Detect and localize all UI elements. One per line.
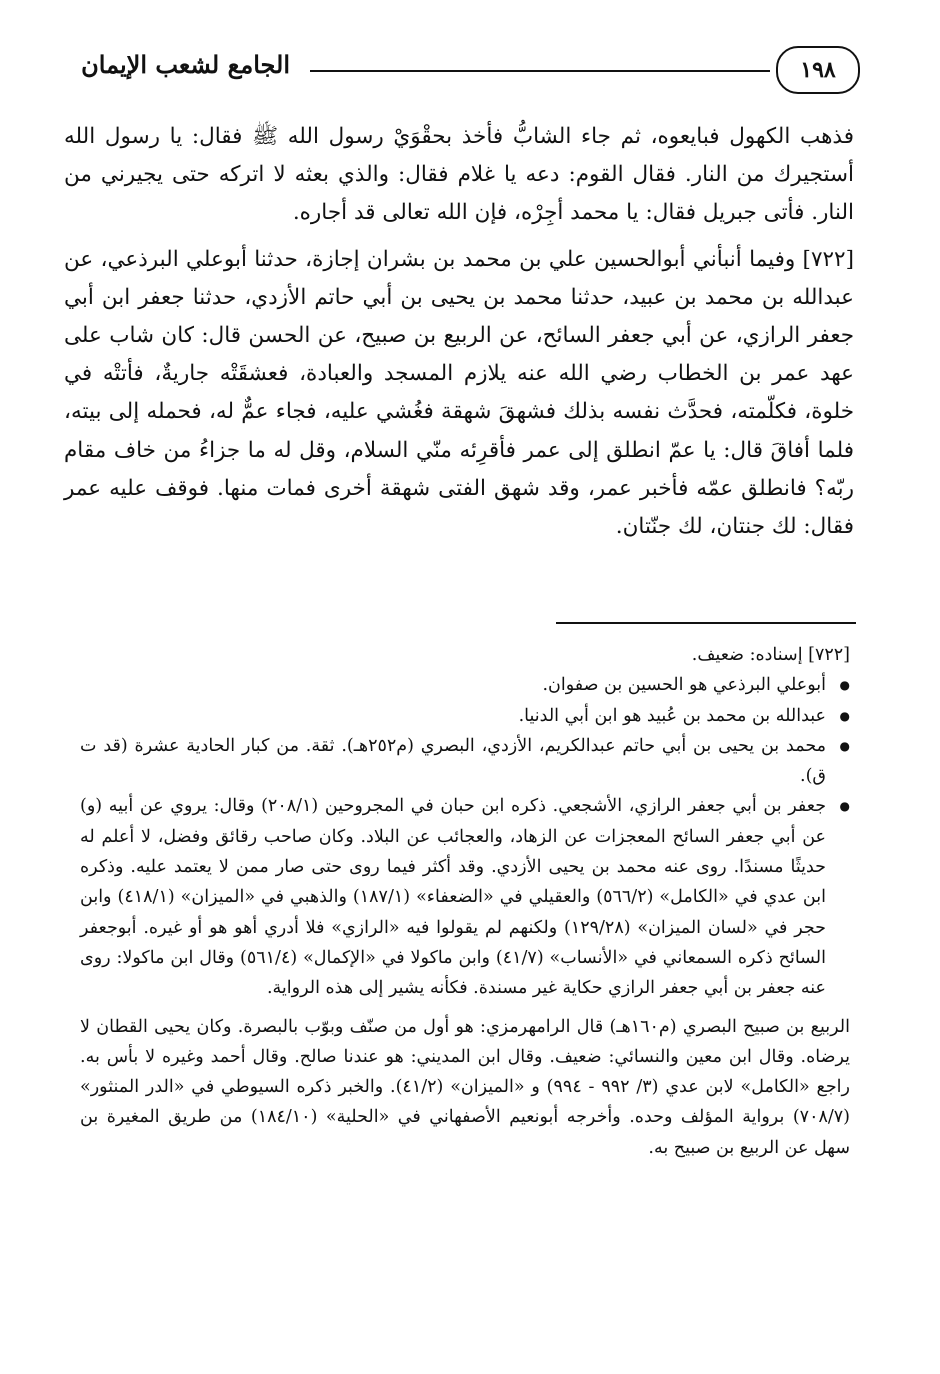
header-rule	[310, 70, 770, 72]
page-header	[60, 40, 860, 100]
footnote-item: ● محمد بن يحيى بن أبي حاتم عبدالكريم، الأزدي، البصري (م٢٥٢هـ). ثقة. من كبار الحادية عشرة (قد ت ق).	[80, 731, 850, 792]
footnote-item: ● عبدالله بن محمد بن عُبيد هو ابن أبي الدنيا.	[80, 701, 850, 731]
book-title: الجامع لشعب الإيمان	[81, 50, 290, 79]
page-number: ١٩٨	[776, 46, 860, 94]
footnote-heading: [٧٢٢] إسناده: ضعيف.	[691, 645, 850, 665]
footnote-divider	[556, 622, 856, 624]
footnote-item: ● أبوعلي البرذعي هو الحسين بن صفوان.	[80, 670, 850, 700]
main-paragraph: فذهب الكهول فبايعوه، ثم جاء الشابُّ فأخذ بحقْوَيْ رسول الله ﷺ فقال: يا رسول الله أستجيرك من النار. فقال القوم: دعه يا غلام فقال: والذي بعثه لا اتركه حتى يجيرني من النار. فأتى جبريل فقال: يا محمد أجِرْه، فإن الله تعالى قد أجاره.	[64, 124, 854, 226]
footnotes	[80, 640, 850, 1163]
footnote-list	[80, 670, 850, 1003]
main-text	[64, 118, 854, 546]
footnote-paragraph: الربيع بن صبيح البصري (م١٦٠هـ) قال الرامهرمزي: هو أول من صنّف وبوّب بالبصرة. وكان يحيى القطان لا يرضاه. وقال ابن معين والنسائي: ضعيف. وقال ابن المديني: هو عندنا صالح. وقال أحمد وغيره لا بأس به. راجع «الكامل» لابن عدي (٣/ ٩٩٢ - ٩٩٤) و «الميزان» (٤١/٢). والخبر ذكره السيوطي في «الدر المنثور» (٧٠٨/٧) برواية المؤلف وحده. وأخرجه أبونعيم الأصفهاني في «الحلية» (١٨٤/١٠) من طريق المغيرة بن سهل عن الربيع بن صبيح به.	[80, 1016, 850, 1158]
footnote-item: ● جعفر بن أبي جعفر الرازي، الأشجعي. ذكره ابن حبان في المجروحين (٢٠٨/١) وقال: يروي عن أبيه (و) عن أبي جعفر السائح المعجزات عن الزهاد، والعجائب عن البلاد. وكان صاحب رقائق وفضل، لا أعلم له حديثًا مسندًا. روى عنه محمد بن يحيى الأزدي. وقد أكثر فيما روى حتى صار ممن لا يعتمد عليه. وذكره ابن عدي في «الكامل» (٥٦٦/٢) والعقيلي في «الضعفاء» (١٨٧/١) والذهبي في «الميزان» (٤١٨/١) وابن حجر في «لسان الميزان» (١٢٩/٢٨) ولكنهم لم يقولوا فيه «الرازي» فلا أدري أهو هو أو غيره. أبوجعفر السائح ذكره السمعاني في «الأنساب» (٤١/٧) وابن ماكولا في «الإكمال» (٥٦١/٤) وقال ابن ماكولا: روى عنه جعفر بن أبي جعفر الرازي حكاية غير مسندة. فكأنه يشير إلى هذه الرواية.	[80, 791, 850, 1003]
main-paragraph: [٧٢٢] وفيما أنبأني أبوالحسين علي بن محمد بن بشران إجازة، حدثنا أبوعلي البرذعي، عن عبدالله بن محمد بن عبيد، حدثنا محمد بن يحيى بن أبي حاتم الأزدي، حدثنا جعفر ابن أبي جعفر الرازي، عن أبي جعفر السائح، عن الربيع بن صبيح، عن الحسن قال: كان شاب على عهد عمر بن الخطاب رضي الله عنه يلازم المسجد والعبادة، فعشقَتْه جاريةٌ، فأتتْه في خلوة، فكلّمته، فحدَّث نفسه بذلك فشهقَ شهقة فغُشي عليه، فجاء عمٌّ له، فحمله إلى بيته، فلما أفاقَ قال: يا عمّ انطلق إلى عمر فأقرِئه منّي السلام، وقل له ما جزاءُ من خاف مقام ربّه؟ فانطلق عمّه فأخبر عمر، وقد شهق الفتى شهقة أخرى فمات منها. فوقف عليه عمر فقال: لك جنتان، لك جنّتان.	[64, 246, 854, 540]
